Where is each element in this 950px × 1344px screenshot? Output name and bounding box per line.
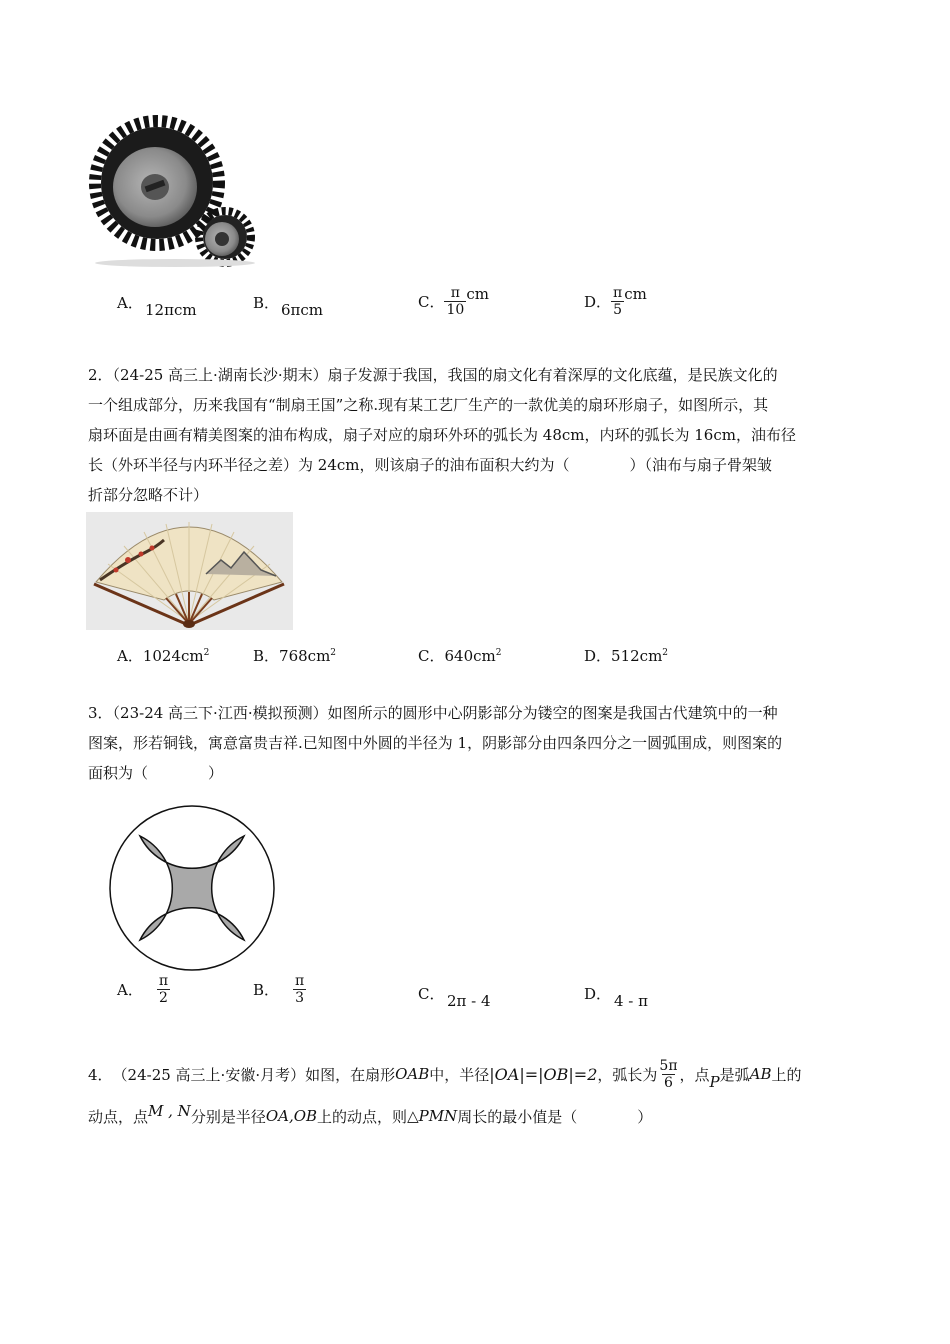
option-label: D． — [584, 985, 612, 1003]
superscript: 2 — [330, 648, 337, 658]
q1-option-a-value: 12πcm — [145, 301, 197, 319]
q3-option-c-value: 2π - 4 — [447, 992, 491, 1010]
radius-expression: |OA|=|OB|=2 — [489, 1064, 598, 1084]
text-segment: 上的动点，则 — [317, 1107, 408, 1126]
q2-line-5: 折部分忽略不计） — [88, 486, 209, 504]
numerator: π — [450, 284, 460, 301]
gears-image — [85, 115, 260, 270]
option-label: A． — [117, 647, 143, 665]
question-number: 3． — [88, 704, 113, 722]
q3-option-d[interactable] — [584, 983, 611, 1004]
q2-stem — [88, 360, 878, 510]
text-segment: 动点，点 — [88, 1107, 149, 1126]
q1-option-d[interactable] — [584, 280, 647, 322]
coin-pattern-diagram — [108, 804, 276, 972]
q4-line-1 — [88, 1052, 878, 1096]
text-line: （23-24 高三下·江西·模拟预测）如图所示的圆形中心阴影部分为镂空的图案是我国古代建筑中的一种 — [112, 704, 778, 722]
q2-line-2: 一个组成部分，历来我国有“制扇王国”之称.现有某工艺厂生产的一款优美的扇环形扇子，如图所示，其 — [88, 396, 769, 414]
question-number: 4． — [88, 1065, 113, 1084]
fraction — [444, 285, 466, 318]
text-segment: ，弧长为 — [597, 1065, 658, 1084]
option-label: A． — [117, 294, 143, 312]
fraction — [293, 973, 306, 1006]
superscript: 2 — [203, 648, 210, 658]
q3-option-d-value: 4 - π — [614, 992, 649, 1010]
q3-line-1 — [88, 698, 878, 728]
denominator: 10 — [446, 301, 465, 318]
denominator: 3 — [295, 989, 305, 1006]
numerator: π — [613, 284, 623, 301]
small-gear — [199, 211, 251, 263]
denominator: 6 — [664, 1074, 673, 1091]
text-segment: 中，半径 — [429, 1065, 490, 1084]
point-p: P — [709, 1073, 720, 1091]
unit: cm — [466, 285, 489, 303]
q4-stem — [88, 1052, 878, 1136]
denominator: 2 — [158, 989, 168, 1006]
option-value: 768cm — [279, 647, 331, 665]
superscript: 2 — [662, 648, 669, 658]
q3-option-b[interactable] — [253, 968, 306, 1010]
text-segment: 周长的最小值是（ ） — [457, 1107, 653, 1126]
option-value: 512cm — [611, 647, 663, 665]
q2-option-c[interactable] — [418, 645, 501, 666]
numerator: 5π — [659, 1057, 678, 1074]
option-label: B． — [253, 294, 280, 312]
q2-line-4: 长（外环半径与内环半径之差）为 24cm，则该扇子的油布面积大约为（ ）（油布与扇子骨架皱 — [88, 456, 772, 474]
triangle-name: △PMN — [407, 1107, 458, 1125]
option-label: B． — [253, 647, 280, 665]
option-label: D． — [584, 647, 612, 665]
superscript: 2 — [495, 648, 502, 658]
arc-length-fraction — [657, 1058, 679, 1091]
fraction — [157, 973, 170, 1006]
q3-option-a[interactable] — [117, 968, 170, 1010]
q3-option-c[interactable] — [418, 983, 444, 1004]
text-segment: ，点 — [679, 1065, 710, 1084]
radii-names: OA,OB — [265, 1107, 318, 1125]
numerator: π — [295, 972, 305, 989]
q1-option-b-value: 6πcm — [281, 301, 324, 319]
q3-stem — [88, 698, 878, 788]
sector-name: OAB — [395, 1065, 430, 1083]
q2-option-b[interactable] — [253, 645, 336, 666]
option-value: 640cm — [444, 647, 496, 665]
q3-line-3: 面积为（ ） — [88, 764, 224, 782]
q2-line-1 — [88, 360, 878, 390]
numerator: π — [158, 972, 169, 989]
option-label: C． — [418, 985, 445, 1003]
q3-line-2: 图案，形若铜钱，寓意富贵吉祥.已知图中外圆的半径为 1，阴影部分由四条四分之一圆弧围成，则图案的 — [88, 734, 783, 752]
text-segment: （24-25 高三上·安徽·月考）如图，在扇形 — [112, 1065, 396, 1084]
unit: cm — [624, 285, 647, 303]
option-label: B． — [253, 980, 280, 999]
q2-option-d[interactable] — [584, 645, 668, 666]
option-value: 1024cm — [142, 647, 204, 665]
option-label: C． — [418, 647, 445, 665]
fan-image — [86, 512, 293, 630]
option-label: D． — [584, 292, 612, 311]
option-label: A． — [117, 980, 143, 999]
points-mn: M , N — [148, 1102, 191, 1120]
text-segment: 分别是半径 — [190, 1107, 266, 1126]
text-segment: 是弧 — [719, 1065, 750, 1084]
text-segment: 上的 — [771, 1065, 802, 1084]
question-number: 2． — [88, 366, 113, 384]
arc-name: AB — [749, 1065, 772, 1083]
text-line: （24-25 高三上·湖南长沙·期末）扇子发源于我国，我国的扇文化有着深厚的文化底蕴，是民族文化的 — [112, 366, 778, 384]
q1-option-a[interactable] — [117, 292, 143, 313]
q2-option-a[interactable] — [117, 645, 209, 666]
option-label: C． — [418, 292, 445, 311]
q2-line-3: 扇环面是由画有精美图案的油布构成，扇子对应的扇环外环的弧长为 48cm，内环的弧长为 16cm，油布径 — [88, 426, 796, 444]
q1-option-c[interactable] — [418, 280, 489, 322]
q1-option-b[interactable] — [253, 292, 279, 313]
fraction — [611, 285, 624, 318]
q4-line-2 — [88, 1096, 878, 1136]
denominator: 5 — [613, 301, 623, 318]
